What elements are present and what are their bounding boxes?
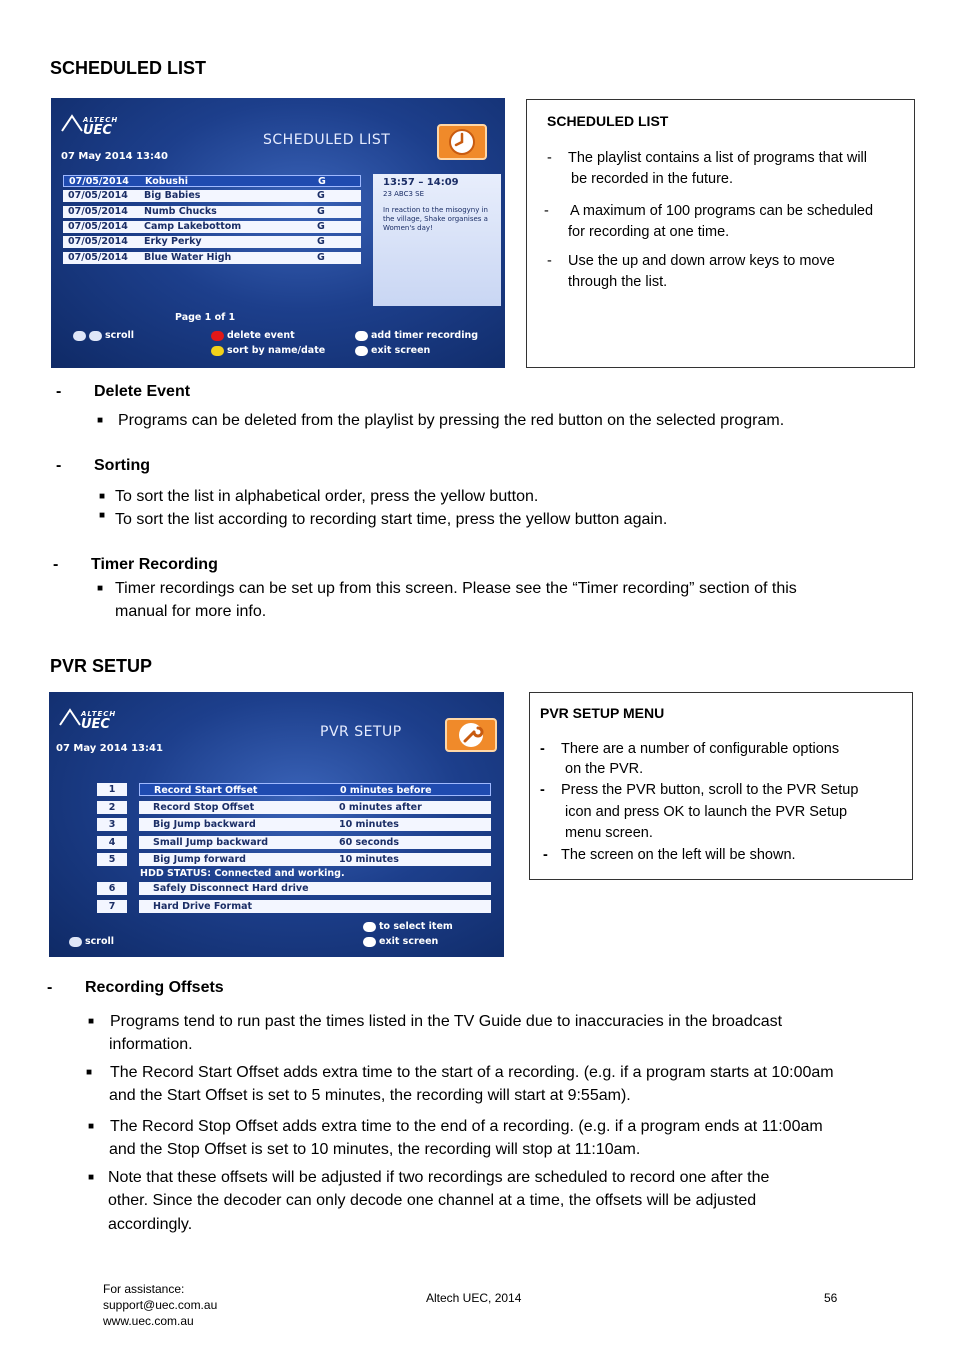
menu-item-number: 4 <box>97 836 127 849</box>
menu-item-value: 0 minutes before <box>340 785 432 796</box>
pvr-menu-item[interactable] <box>139 801 491 814</box>
arrow-keys-icon <box>73 331 86 341</box>
pvr-menu-item[interactable] <box>139 900 491 913</box>
menu-item-value: 60 seconds <box>339 836 400 848</box>
scheduled-list-infobox: SCHEDULED LIST - The playlist contains a list of programs that will be recorded in the future. - A maximum of 100 programs can be scheduled for recording at one time. - Use the up and down arrow keys to move through the list. <box>526 99 915 368</box>
sorting-bullet: ■ To sort the list in alphabetical order, press the yellow button. <box>99 485 899 508</box>
logo-swoosh-icon <box>59 708 81 726</box>
scheduled-row[interactable] <box>63 236 361 248</box>
scheduled-list-screenshot: ALTECH UEC SCHEDULED LIST 07 May 2014 13:40 07/05/2014 Kobushi G 07/05/2014 Big Babies G 07/05/2014 Numb Chucks G 07/05/2014 Camp Lakebottom G 07/05/2014 Erky Perky G 07/05/2014 Blue Water High G 13:57 – 14:09 23 ABC3 SE In reaction to the misogyny in the village, Shake organises a Women's day! Page 1 of 1 scroll delete event sort by name/date add timer recording exit screen <box>51 98 505 368</box>
square-bullet-icon: ■ <box>86 1067 93 1078</box>
menu-item-number: 1 <box>97 783 127 796</box>
sorting-heading: - Sorting <box>56 457 150 474</box>
event-detail-panel <box>373 174 501 306</box>
screen-title: SCHEDULED LIST <box>263 132 391 148</box>
screen-title: PVR SETUP <box>320 724 402 740</box>
row-date: 07/05/2014 <box>68 190 128 202</box>
row-rating: G <box>317 190 325 202</box>
hint-scroll: scroll <box>73 330 134 341</box>
hint-exit: exit screen <box>355 345 430 356</box>
scheduled-row[interactable] <box>63 190 361 202</box>
row-date: 07/05/2014 <box>68 205 128 217</box>
pvr-menu-item[interactable] <box>139 783 491 796</box>
offsets-bullet: ■ Note that these offsets will be adjusted if two recordings are scheduled to record one after the other. Since the decoder can only decode one channel at a time, the offsets will be adjusted accordingly. <box>88 1166 928 1236</box>
timer-bullet: ■ Timer recordings can be set up from this screen. Please see the “Timer recording” section of this manual for more info. <box>97 577 907 623</box>
pvr-menu-item[interactable] <box>139 882 491 895</box>
square-bullet-icon: ■ <box>97 583 104 594</box>
scheduled-row[interactable] <box>63 221 361 233</box>
pvr-menu-item[interactable] <box>139 836 491 849</box>
menu-item-number: 6 <box>97 882 127 895</box>
hint-sort: sort by name/date <box>211 345 325 356</box>
menu-item-number: 5 <box>97 853 127 866</box>
website-link[interactable]: www.uec.com.au <box>103 1314 194 1328</box>
row-rating: G <box>317 220 325 232</box>
hint-exit: exit screen <box>363 936 438 947</box>
clock-icon <box>437 124 487 160</box>
square-bullet-icon: ■ <box>97 415 104 426</box>
offsets-bullet: ■ Programs tend to run past the times listed in the TV Guide due to inaccuracies in the broadcast information. <box>88 1010 928 1056</box>
row-name: Numb Chucks <box>144 205 217 217</box>
row-rating: G <box>317 236 325 248</box>
row-name: Blue Water High <box>144 251 232 263</box>
row-name: Camp Lakebottom <box>144 220 242 232</box>
offsets-bullet: ■ The Record Stop Offset adds extra time to the end of a recording. (e.g. if a program ends at 11:00am and the Stop Offset is set to 10 minutes, the recording will stop at 11:10am. <box>88 1115 928 1161</box>
yellow-button-icon <box>211 346 224 356</box>
row-name: Erky Perky <box>144 236 202 248</box>
menu-item-label: Small Jump backward <box>153 836 269 848</box>
logo-swoosh-icon <box>61 114 83 132</box>
menu-item-number: 7 <box>97 900 127 913</box>
menu-item-label: Record Stop Offset <box>153 801 255 813</box>
hint-delete: delete event <box>211 330 295 341</box>
menu-item-label: Record Start Offset <box>154 785 258 796</box>
hint-ok: to select item <box>363 921 453 932</box>
record-button-icon <box>355 331 368 341</box>
square-bullet-icon: ■ <box>99 510 106 521</box>
scheduled-row[interactable] <box>63 206 361 218</box>
square-bullet-icon: ■ <box>99 491 106 502</box>
infobox-title: SCHEDULED LIST <box>547 113 669 129</box>
delete-event-heading: - Delete Event <box>56 383 191 400</box>
square-bullet-icon: ■ <box>88 1121 95 1132</box>
row-name: Big Babies <box>144 190 201 202</box>
wrench-icon <box>445 718 497 752</box>
scheduled-list-heading: SCHEDULED LIST <box>50 58 207 78</box>
menu-item-label: Big Jump forward <box>153 854 246 866</box>
menu-item-number: 2 <box>97 801 127 814</box>
menu-item-value: 0 minutes after <box>339 801 422 813</box>
hdd-status: HDD STATUS: Connected and working. <box>140 868 345 879</box>
page-number: 56 <box>824 1291 838 1305</box>
footer-assistance: For assistance: support@uec.com.au www.uec.com.au <box>103 1282 218 1328</box>
pvr-menu-item[interactable] <box>139 818 491 831</box>
arrow-keys-icon <box>69 937 82 947</box>
page-keys-icon <box>89 331 102 341</box>
square-bullet-icon: ■ <box>88 1172 95 1183</box>
hint-scroll: scroll <box>69 936 114 947</box>
row-date: 07/05/2014 <box>68 251 128 263</box>
pvr-setup-infobox: PVR SETUP MENU - There are a number of configurable options on the PVR. - Press the PVR button, scroll to the PVR Setup icon and press OK to launch the PVR Setup menu screen. - The screen on the left will be shown. <box>529 692 913 880</box>
row-rating: G <box>317 251 325 263</box>
square-bullet-icon: ■ <box>88 1016 95 1027</box>
row-date: 07/05/2014 <box>68 236 128 248</box>
page-indicator: Page 1 of 1 <box>175 312 236 323</box>
delete-bullet: ■ Programs can be deleted from the playlist by pressing the red button on the selected program. <box>97 409 897 432</box>
row-name: Kobushi <box>145 176 188 187</box>
row-rating: G <box>318 176 326 187</box>
scheduled-row[interactable] <box>63 252 361 264</box>
detail-description: In reaction to the misogyny in the village, Shake organises a Women's day! <box>383 206 488 232</box>
recording-offsets-heading: - Recording Offsets <box>47 979 224 996</box>
scheduled-row[interactable] <box>63 175 361 187</box>
menu-item-number: 3 <box>97 818 127 831</box>
row-date: 07/05/2014 <box>69 176 129 187</box>
pvr-setup-screenshot: ALTECH UEC PVR SETUP 07 May 2014 13:41 1 Record Start Offset 0 minutes before 2 Record Stop Offset 0 minutes after 3 Big Jump backward 10 minutes 4 Small Jump backward 60 seconds 5 Big Jump forward 10 minutes HDD STATUS: Connected and working. 6 Safely Disconnect Hard drive 7 Hard Drive Format scroll to select item exit screen <box>49 692 504 957</box>
detail-time: 13:57 – 14:09 <box>383 177 459 188</box>
menu-item-value: 10 minutes <box>339 819 399 831</box>
menu-item-label: Big Jump backward <box>153 819 256 831</box>
detail-channel: 23 ABC3 SE <box>383 190 425 198</box>
support-email-link[interactable]: support@uec.com.au <box>103 1298 218 1312</box>
screen-date: 07 May 2014 13:41 <box>56 743 163 754</box>
sorting-bullet: ■ To sort the list according to recording start time, press the yellow button again. <box>99 508 899 531</box>
timer-recording-heading: - Timer Recording <box>53 556 218 573</box>
pvr-setup-heading: PVR SETUP <box>50 656 153 676</box>
screen-date: 07 May 2014 13:40 <box>61 151 168 162</box>
menu-item-value: 10 minutes <box>339 854 399 866</box>
pvr-menu-item[interactable] <box>139 853 491 866</box>
ok-button-icon <box>363 922 376 932</box>
infobox-title: PVR SETUP MENU <box>540 705 665 721</box>
offsets-bullet: ■ The Record Start Offset adds extra time to the start of a recording. (e.g. if a program starts at 10:00am and the Start Offset is set to 5 minutes, the recording will start at 9:55am). <box>86 1061 926 1107</box>
menu-item-label: Safely Disconnect Hard drive <box>153 883 309 894</box>
row-date: 07/05/2014 <box>68 220 128 232</box>
red-button-icon <box>211 331 224 341</box>
row-rating: G <box>317 205 325 217</box>
exit-button-icon <box>355 346 368 356</box>
footer-copyright: Altech UEC, 2014 <box>426 1291 522 1305</box>
exit-button-icon <box>363 937 376 947</box>
hint-add-timer: add timer recording <box>355 330 478 341</box>
menu-item-label: Hard Drive Format <box>153 900 253 912</box>
